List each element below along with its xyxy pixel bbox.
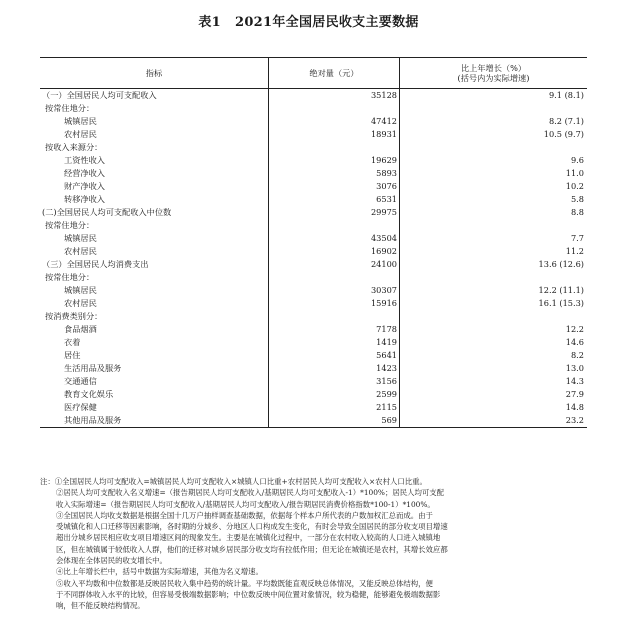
table-row	[40, 141, 587, 154]
table-row	[40, 310, 587, 323]
note-line: ③全国居民人均收支数据是根据全国十几万户抽样调查基础数据，依据每个样本户所代表的户数加权汇总而成。由于	[56, 510, 433, 520]
row-absolute-value	[269, 271, 400, 284]
table-row	[40, 115, 587, 128]
row-absolute-value: 2599	[269, 388, 400, 401]
row-growth: 12.2 (11.1)	[400, 284, 588, 297]
row-absolute-value: 18931	[269, 128, 400, 141]
row-absolute-value: 569	[269, 414, 400, 428]
table-notes	[40, 476, 587, 612]
table-row	[40, 362, 587, 375]
header-growth-line1: 比上年增长（%）	[460, 63, 527, 73]
table-row	[40, 258, 587, 271]
row-growth	[400, 141, 588, 154]
row-growth: 14.8	[400, 401, 588, 414]
table-row	[40, 167, 587, 180]
note-line: 收入实际增速=（报告期居民人均可支配收入/基期居民人均可支配收入/报告期居民消费价格指数*100-1）*100%。	[56, 499, 435, 509]
note-line: 受城镇化和人口迁移等因素影响，各时期的分城乡、分地区人口构成发生变化，有时会导致全国居民的部分收支项目增速	[56, 522, 448, 532]
table-row	[40, 206, 587, 219]
row-absolute-value: 3076	[269, 180, 400, 193]
table-row	[40, 414, 587, 428]
note-line: 超出分城乡居民相应收支项目增速区间的现象发生。主要是在城镇化过程中，一部分在农村收入较高的人口进入城镇地	[56, 533, 441, 543]
row-absolute-value: 35128	[269, 89, 400, 103]
table-row	[40, 102, 587, 115]
table-row	[40, 336, 587, 349]
table-row	[40, 271, 587, 284]
row-absolute-value: 5641	[269, 349, 400, 362]
row-absolute-value: 19629	[269, 154, 400, 167]
row-growth: 11.0	[400, 167, 588, 180]
row-indicator: (二)全国居民人均可支配收入中位数	[42, 207, 172, 217]
table-title	[0, 11, 617, 30]
row-indicator: 食品烟酒	[64, 324, 97, 334]
table-row	[40, 388, 587, 401]
row-growth: 27.9	[400, 388, 588, 401]
row-absolute-value	[269, 219, 400, 232]
table-row	[40, 349, 587, 362]
table-row	[40, 401, 587, 414]
row-growth: 13.6 (12.6)	[400, 258, 588, 271]
table-row	[40, 323, 587, 336]
row-absolute-value: 47412	[269, 115, 400, 128]
income-expenditure-table	[40, 57, 587, 428]
row-absolute-value: 1419	[269, 336, 400, 349]
row-indicator: 按消费类别分：	[45, 311, 103, 321]
table-row	[40, 232, 587, 245]
row-absolute-value: 24100	[269, 258, 400, 271]
row-growth: 8.2 (7.1)	[400, 115, 588, 128]
header-absolute-value: 绝对量（元）	[269, 58, 400, 89]
row-indicator: 其他用品及服务	[40, 414, 269, 428]
row-absolute-value: 5893	[269, 167, 400, 180]
row-indicator: 财产净收入	[64, 181, 105, 191]
row-growth: 5.8	[400, 193, 588, 206]
row-indicator: 按收入来源分：	[45, 142, 103, 152]
row-indicator: 按常住地分：	[45, 220, 95, 230]
row-indicator: 工资性收入	[64, 155, 105, 165]
row-indicator: 教育文化娱乐	[64, 389, 114, 399]
row-indicator: 农村居民	[64, 246, 97, 256]
table-row	[40, 128, 587, 141]
header-growth	[400, 58, 588, 89]
row-indicator: 交通通信	[64, 376, 97, 386]
table-row	[40, 89, 587, 103]
table-row	[40, 180, 587, 193]
row-indicator: 衣着	[64, 337, 81, 347]
row-indicator: 医疗保健	[64, 402, 97, 412]
table-row	[40, 297, 587, 310]
row-growth: 10.5 (9.7)	[400, 128, 588, 141]
row-growth: 10.2	[400, 180, 588, 193]
header-indicator: 指标	[40, 58, 269, 89]
row-growth: 11.2	[400, 245, 588, 258]
row-absolute-value: 43504	[269, 232, 400, 245]
row-growth: 14.6	[400, 336, 588, 349]
row-indicator: （一）全国居民人均可支配收入	[42, 90, 157, 100]
row-indicator: 城镇居民	[64, 116, 97, 126]
row-indicator: 城镇居民	[64, 233, 97, 243]
row-growth: 14.3	[400, 375, 588, 388]
row-growth: 9.6	[400, 154, 588, 167]
row-growth: 9.1 (8.1)	[400, 89, 588, 103]
row-absolute-value	[269, 310, 400, 323]
row-growth: 12.2	[400, 323, 588, 336]
table-number: 表1	[198, 15, 221, 30]
note-line: ②居民人均可支配收入名义增速=（报告期居民人均可支配收入/基期居民人均可支配收入-1）*100%；居民人均可支配	[56, 488, 445, 498]
note-line: ⑤收入平均数和中位数都是反映居民收入集中趋势的统计量。平均数既能直观反映总体情况，又能反映总体结构，便	[56, 578, 433, 588]
row-indicator: 生活用品及服务	[64, 363, 122, 373]
table-row	[40, 245, 587, 258]
row-indicator: 按常住地分：	[45, 103, 95, 113]
row-indicator: 农村居民	[64, 298, 97, 308]
row-absolute-value: 15916	[269, 297, 400, 310]
row-growth: 13.0	[400, 362, 588, 375]
row-growth: 8.2	[400, 349, 588, 362]
row-indicator: 转移净收入	[64, 194, 105, 204]
row-growth: 7.7	[400, 232, 588, 245]
table-title-text: 2021年全国居民收支主要数据	[234, 15, 419, 30]
row-absolute-value: 30307	[269, 284, 400, 297]
table-row	[40, 284, 587, 297]
row-growth	[400, 219, 588, 232]
row-absolute-value: 2115	[269, 401, 400, 414]
note-line: 注：①全国居民人均可支配收入=城镇居民人均可支配收入×城镇人口比重+农村居民人均可支配收入×农村人口比重。	[40, 477, 427, 486]
note-line: 于不同群体收入水平的比较，但容易受极端数据影响；中位数反映中间位置对象情况，较为稳健，能够避免极端数据影	[56, 589, 441, 599]
note-line: 区，但在城镇属于较低收入人群，他们的迁移对城乡居民部分收支均有拉低作用；但无论在城镇还是农村，其增长效应都	[56, 544, 448, 554]
table-header-row	[40, 58, 587, 89]
row-absolute-value	[269, 102, 400, 115]
row-absolute-value: 29975	[269, 206, 400, 219]
note-line: 响，但不能反映结构情况。	[56, 601, 145, 611]
note-line: 会体现在全体居民的收支增长中。	[56, 556, 167, 566]
table-row	[40, 375, 587, 388]
row-absolute-value: 16902	[269, 245, 400, 258]
row-absolute-value: 7178	[269, 323, 400, 336]
row-indicator: （三）全国居民人均消费支出	[42, 259, 149, 269]
row-indicator: 居住	[64, 350, 81, 360]
row-indicator: 城镇居民	[64, 285, 97, 295]
header-growth-line2: (括号内为实际增速)	[457, 73, 530, 83]
row-absolute-value: 1423	[269, 362, 400, 375]
row-growth	[400, 271, 588, 284]
row-growth: 8.8	[400, 206, 588, 219]
row-absolute-value	[269, 141, 400, 154]
table-row	[40, 219, 587, 232]
row-growth	[400, 310, 588, 323]
row-indicator: 农村居民	[64, 129, 97, 139]
table-body	[40, 89, 587, 428]
row-indicator: 经营净收入	[64, 168, 105, 178]
row-growth	[400, 102, 588, 115]
row-absolute-value: 6531	[269, 193, 400, 206]
row-growth: 23.2	[400, 414, 588, 428]
row-indicator: 按常住地分：	[45, 272, 95, 282]
row-growth: 16.1 (15.3)	[400, 297, 588, 310]
table-row	[40, 193, 587, 206]
table-row	[40, 154, 587, 167]
row-absolute-value: 3156	[269, 375, 400, 388]
note-line: ④比上年增长栏中，括号中数据为实际增速，其他为名义增速。	[56, 567, 263, 577]
